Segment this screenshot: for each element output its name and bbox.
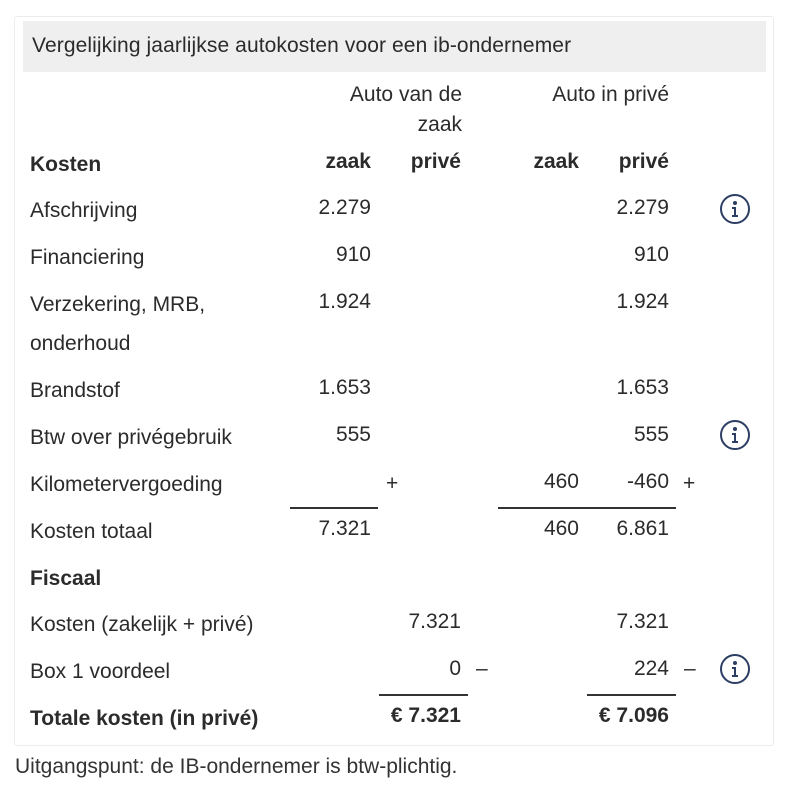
financiering-prive-prive: 910 [633,243,669,266]
totaal-prive-zaak: 460 [543,517,579,540]
btw-zaak-zaak: 555 [335,423,371,446]
footnote: Uitgangspunt: de IB-ondernemer is btw-plichtig. [15,755,458,778]
brandstof-zaak-zaak: 1.653 [318,376,371,399]
row-label-kilometer: Kilometervergoeding [30,473,223,496]
financiering-zaak-zaak: 910 [335,243,371,266]
operator-minus-zaak: – [476,657,488,680]
box1-prive-prive: 224 [633,657,669,680]
row-label-verzekering-line2: onderhoud [30,332,131,355]
sum-line-prive [498,507,676,509]
group-header-auto-in-prive: Auto in privé [552,83,669,106]
info-icon[interactable] [720,194,750,224]
kilometer-prive-prive: -460 [626,470,669,493]
fiscaal-kosten-zaak-prive: 7.321 [408,610,461,633]
col-header-zaak-zaak: zaak [325,150,371,173]
row-label-kosten-totaal: Kosten totaal [30,520,153,543]
totaal-prive-prive: 6.861 [616,517,669,540]
sum-line-fiscaal-zaak [379,694,468,696]
sum-line-zaak [290,507,378,509]
totale-zaak-prive: € 7.321 [390,704,461,727]
afschrijving-prive-prive: 2.279 [616,196,669,219]
kilometer-prive-zaak: 460 [543,470,579,493]
col-header-prive-zaak: zaak [533,150,579,173]
afschrijving-zaak-zaak: 2.279 [318,196,371,219]
row-label-box1: Box 1 voordeel [30,660,171,683]
row-label-totale-kosten: Totale kosten (in privé) [30,707,259,730]
info-icon[interactable] [720,420,750,450]
row-label-afschrijving: Afschrijving [30,199,138,222]
table-title: Vergelijking jaarlijkse autokosten voor een ib-ondernemer [32,34,572,57]
totaal-zaak-zaak: 7.321 [318,517,371,540]
fiscaal-kosten-prive-prive: 7.321 [616,610,669,633]
operator-plus-prive: + [683,472,696,495]
row-label-btw: Btw over privégebruik [30,426,232,449]
col-header-zaak-prive: privé [410,150,461,173]
totale-prive-prive: € 7.096 [598,704,669,727]
btw-prive-prive: 555 [633,423,669,446]
verzekering-prive-prive: 1.924 [616,290,669,313]
row-label-verzekering-line1: Verzekering, MRB, [30,293,206,316]
info-icon[interactable] [720,654,750,684]
row-label-brandstof: Brandstof [30,379,120,402]
sum-line-fiscaal-prive [587,694,676,696]
fiscaal-heading: Fiscaal [30,567,102,590]
operator-plus-zaak: + [386,472,399,495]
col-header-prive-prive: privé [618,150,669,173]
group-header-auto-van-de-zaak: Auto van de zaak [349,83,462,136]
row-label-financiering: Financiering [30,246,145,269]
brandstof-prive-prive: 1.653 [616,376,669,399]
verzekering-zaak-zaak: 1.924 [318,290,371,313]
operator-minus-prive: – [684,657,696,680]
kosten-heading: Kosten [30,153,102,176]
box1-zaak-prive: 0 [449,657,461,680]
row-label-kosten-zakelijk-prive: Kosten (zakelijk + privé) [30,613,254,636]
